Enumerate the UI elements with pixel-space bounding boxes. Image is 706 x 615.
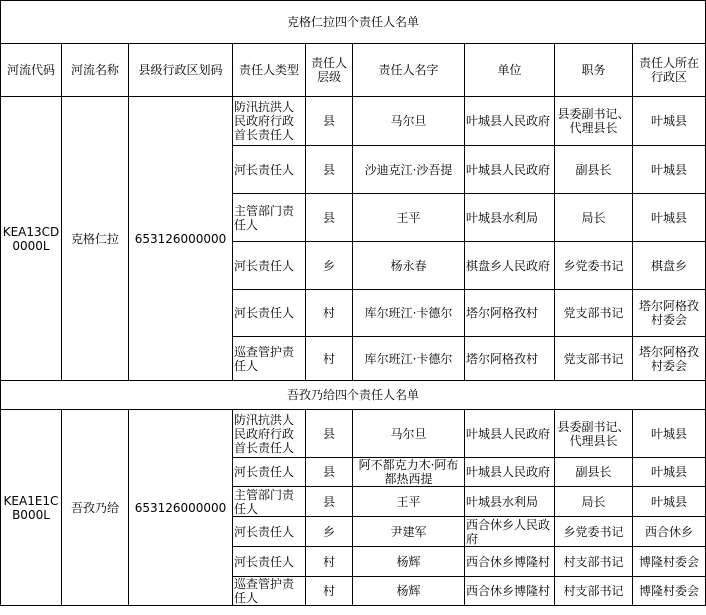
level-cell: 县: [306, 194, 353, 242]
unit-cell: 叶城县水利局: [465, 487, 555, 517]
unit-cell: 西合休乡博隆村: [465, 577, 555, 606]
person-name-cell: 杨辉: [353, 547, 465, 577]
header-region: 责任人所在行政区: [633, 44, 706, 97]
region-cell: 叶城县: [633, 97, 706, 146]
type-cell: 河长责任人: [233, 517, 306, 547]
level-cell: 县: [306, 410, 353, 458]
region-cell: 叶城县: [633, 146, 706, 194]
river-name-cell: 克格仁拉: [62, 97, 129, 381]
person-name-cell: 王平: [353, 487, 465, 517]
unit-cell: 塔尔阿格孜村: [465, 290, 555, 337]
unit-cell: 叶城县水利局: [465, 194, 555, 242]
type-cell: 河长责任人: [233, 458, 306, 487]
section-title: 吾孜乃给四个责任人名单: [1, 381, 706, 410]
post-cell: 党支部书记: [555, 337, 633, 381]
level-cell: 县: [306, 146, 353, 194]
unit-cell: 西合休乡人民政府: [465, 517, 555, 547]
level-cell: 县: [306, 458, 353, 487]
level-cell: 乡: [306, 242, 353, 290]
unit-cell: 西合休乡博隆村: [465, 547, 555, 577]
post-cell: 村支部书记: [555, 547, 633, 577]
header-level: 责任人层级: [306, 44, 353, 97]
river-name-cell: 吾孜乃给: [62, 410, 129, 606]
header-unit: 单位: [465, 44, 555, 97]
post-cell: 村支部书记: [555, 577, 633, 606]
unit-cell: 叶城县人民政府: [465, 97, 555, 146]
type-cell: 防汛抗洪人民政府行政首长责任人: [233, 97, 306, 146]
type-cell: 主管部门责任人: [233, 487, 306, 517]
header-type: 责任人类型: [233, 44, 306, 97]
county-code-cell: 653126000000: [129, 97, 233, 381]
header-county-code: 县级行政区划码: [129, 44, 233, 97]
type-cell: 巡查管护责任人: [233, 577, 306, 606]
region-cell: 西合休乡: [633, 517, 706, 547]
level-cell: 县: [306, 97, 353, 146]
level-cell: 村: [306, 547, 353, 577]
table-row: [1, 97, 706, 146]
type-cell: 河长责任人: [233, 146, 306, 194]
level-cell: 村: [306, 290, 353, 337]
river-code-cell: KEA1E1CB000L: [1, 410, 62, 606]
type-cell: 河长责任人: [233, 290, 306, 337]
person-name-cell: 尹建军: [353, 517, 465, 547]
post-cell: 局长: [555, 487, 633, 517]
person-name-cell: 马尔旦: [353, 97, 465, 146]
post-cell: 县委副书记、代理县长: [555, 410, 633, 458]
person-name-cell: 马尔旦: [353, 410, 465, 458]
person-name-cell: 王平: [353, 194, 465, 242]
region-cell: 叶城县: [633, 487, 706, 517]
level-cell: 村: [306, 577, 353, 606]
region-cell: 博隆村委会: [633, 547, 706, 577]
region-cell: 塔尔阿格孜村委会: [633, 337, 706, 381]
header-river-code: 河流代码: [1, 44, 62, 97]
person-name-cell: 库尔班江·卡德尔: [353, 290, 465, 337]
post-cell: 乡党委书记: [555, 242, 633, 290]
unit-cell: 叶城县人民政府: [465, 410, 555, 458]
type-cell: 河长责任人: [233, 242, 306, 290]
person-name-cell: 库尔班江·卡德尔: [353, 337, 465, 381]
post-cell: 局长: [555, 194, 633, 242]
unit-cell: 棋盘乡人民政府: [465, 242, 555, 290]
table-row: [1, 410, 706, 458]
post-cell: 党支部书记: [555, 290, 633, 337]
header-river-name: 河流名称: [62, 44, 129, 97]
post-cell: 副县长: [555, 146, 633, 194]
level-cell: 乡: [306, 517, 353, 547]
unit-cell: 塔尔阿格孜村: [465, 337, 555, 381]
person-name-cell: 沙迪克江·沙吾提: [353, 146, 465, 194]
level-cell: 县: [306, 487, 353, 517]
type-cell: 河长责任人: [233, 547, 306, 577]
region-cell: 叶城县: [633, 194, 706, 242]
section-title: 克格仁拉四个责任人名单: [1, 1, 706, 44]
county-code-cell: 653126000000: [129, 410, 233, 606]
section-title-row: [1, 381, 706, 410]
region-cell: 叶城县: [633, 458, 706, 487]
unit-cell: 叶城县人民政府: [465, 146, 555, 194]
header-row: [1, 44, 706, 97]
region-cell: 叶城县: [633, 410, 706, 458]
region-cell: 塔尔阿格孜村委会: [633, 290, 706, 337]
header-post: 职务: [555, 44, 633, 97]
level-cell: 村: [306, 337, 353, 381]
post-cell: 乡党委书记: [555, 517, 633, 547]
post-cell: 副县长: [555, 458, 633, 487]
type-cell: 主管部门责任人: [233, 194, 306, 242]
type-cell: 防汛抗洪人民政府行政首长责任人: [233, 410, 306, 458]
header-person-name: 责任人名字: [353, 44, 465, 97]
region-cell: 棋盘乡: [633, 242, 706, 290]
unit-cell: 叶城县人民政府: [465, 458, 555, 487]
section-title-row: [1, 1, 706, 44]
person-name-cell: 杨辉: [353, 577, 465, 606]
type-cell: 巡查管护责任人: [233, 337, 306, 381]
region-cell: 博隆村委会: [633, 577, 706, 606]
post-cell: 县委副书记、代理县长: [555, 97, 633, 146]
river-code-cell: KEA13CD0000L: [1, 97, 62, 381]
person-name-cell: 杨永春: [353, 242, 465, 290]
person-name-cell: 阿不都克力木·阿布都热西提: [353, 458, 465, 487]
